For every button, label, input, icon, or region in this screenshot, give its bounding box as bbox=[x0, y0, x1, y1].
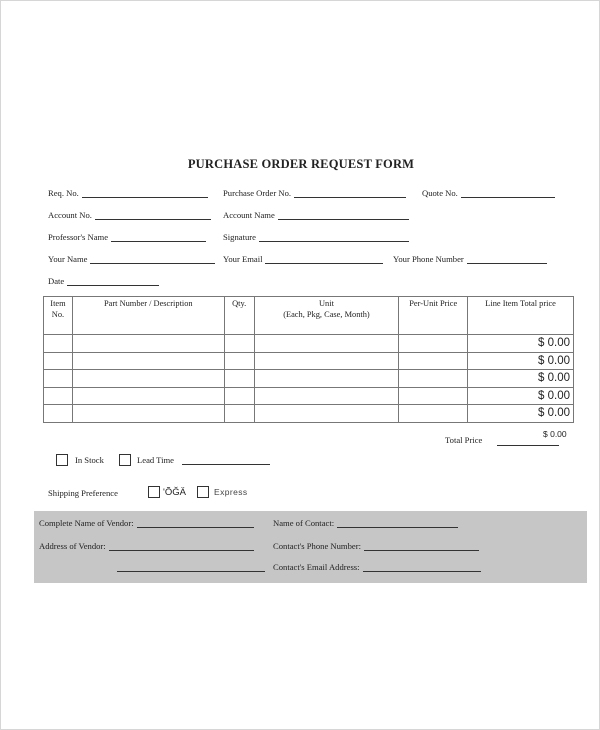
cell-unit[interactable] bbox=[254, 335, 399, 353]
account-name-field[interactable] bbox=[223, 210, 409, 222]
lead-time-label: Lead Time bbox=[137, 455, 175, 465]
total-price-label: Total Price bbox=[445, 435, 483, 445]
cell-part[interactable] bbox=[72, 352, 224, 370]
quote-no-label: Quote No. bbox=[422, 188, 458, 198]
your-email-field[interactable] bbox=[223, 254, 383, 266]
purchase-order-no-field[interactable] bbox=[223, 188, 406, 200]
cell-part[interactable] bbox=[72, 387, 224, 405]
header-per-unit-price: Per-Unit Price bbox=[399, 297, 468, 335]
purchase-order-no-line[interactable] bbox=[294, 188, 406, 198]
signature-line[interactable] bbox=[259, 232, 409, 242]
req-no-label: Req. No. bbox=[48, 188, 79, 198]
shipping-standard-checkbox[interactable] bbox=[148, 486, 160, 498]
your-email-label: Your Email bbox=[223, 254, 263, 264]
vendor-name-field[interactable] bbox=[39, 518, 254, 530]
cell-item-no[interactable] bbox=[44, 335, 73, 353]
shipping-express-label: Express bbox=[214, 487, 248, 497]
professors-name-field[interactable] bbox=[48, 232, 206, 244]
cell-per-unit-price[interactable] bbox=[399, 352, 468, 370]
cell-unit[interactable] bbox=[254, 405, 399, 423]
date-label: Date bbox=[48, 276, 65, 286]
in-stock-label: In Stock bbox=[75, 455, 104, 465]
header-unit-l2: (Each, Pkg, Case, Month) bbox=[283, 309, 370, 319]
account-no-line[interactable] bbox=[95, 210, 211, 220]
contact-phone-label: Contact's Phone Number: bbox=[273, 541, 361, 551]
in-stock-option[interactable] bbox=[56, 454, 104, 466]
lead-time-checkbox[interactable] bbox=[119, 454, 131, 466]
vendor-name-line[interactable] bbox=[137, 518, 254, 528]
cell-unit[interactable] bbox=[254, 387, 399, 405]
account-name-line[interactable] bbox=[278, 210, 409, 220]
your-phone-line[interactable] bbox=[467, 254, 547, 264]
header-unit-l1: Unit bbox=[319, 299, 334, 308]
header-unit bbox=[254, 297, 399, 335]
shipping-option-express[interactable] bbox=[197, 486, 248, 498]
cell-per-unit-price[interactable] bbox=[399, 387, 468, 405]
contact-email-field[interactable] bbox=[273, 562, 481, 574]
vendor-address-line2[interactable] bbox=[117, 562, 265, 572]
items-table bbox=[43, 296, 574, 423]
header-qty: Qty. bbox=[224, 297, 254, 335]
vendor-address-line2-field[interactable] bbox=[117, 562, 265, 574]
your-name-field[interactable] bbox=[48, 254, 215, 266]
your-name-line[interactable] bbox=[90, 254, 215, 264]
cell-per-unit-price[interactable] bbox=[399, 370, 468, 388]
table-row bbox=[44, 405, 574, 423]
cell-part[interactable] bbox=[72, 335, 224, 353]
vendor-address-label: Address of Vendor: bbox=[39, 541, 106, 551]
shipping-option-standard[interactable] bbox=[148, 486, 186, 498]
cell-unit[interactable] bbox=[254, 370, 399, 388]
professors-name-label: Professor's Name bbox=[48, 232, 109, 242]
total-price-value: $ 0.00 bbox=[543, 429, 567, 439]
table-row bbox=[44, 370, 574, 388]
total-price-line bbox=[497, 445, 559, 446]
cell-qty[interactable] bbox=[224, 335, 254, 353]
table-row bbox=[44, 387, 574, 405]
cell-line-total[interactable]: $ 0.00 bbox=[468, 352, 574, 370]
cell-unit[interactable] bbox=[254, 352, 399, 370]
table-row bbox=[44, 352, 574, 370]
cell-per-unit-price[interactable] bbox=[399, 335, 468, 353]
vendor-address-line[interactable] bbox=[109, 541, 254, 551]
shipping-express-checkbox[interactable] bbox=[197, 486, 209, 498]
quote-no-field[interactable] bbox=[422, 188, 555, 200]
header-item-no-l2: No. bbox=[51, 309, 65, 319]
your-phone-label: Your Phone Number bbox=[393, 254, 464, 264]
shipping-preference-label: Shipping Preference bbox=[48, 488, 118, 498]
account-no-label: Account No. bbox=[48, 210, 92, 220]
contact-email-label: Contact's Email Address: bbox=[273, 562, 360, 572]
form-title: PURCHASE ORDER REQUEST FORM bbox=[187, 157, 415, 171]
lead-time-option[interactable] bbox=[119, 454, 270, 466]
cell-item-no[interactable] bbox=[44, 370, 73, 388]
cell-part[interactable] bbox=[72, 405, 224, 423]
cell-line-total[interactable]: $ 0.00 bbox=[468, 335, 574, 353]
header-part-description: Part Number / Description bbox=[72, 297, 224, 335]
cell-line-total[interactable]: $ 0.00 bbox=[468, 405, 574, 423]
table-row bbox=[44, 335, 574, 353]
cell-qty[interactable] bbox=[224, 387, 254, 405]
cell-per-unit-price[interactable] bbox=[399, 405, 468, 423]
account-no-field[interactable] bbox=[48, 210, 211, 222]
account-name-label: Account Name bbox=[223, 210, 275, 220]
vendor-address-field[interactable] bbox=[39, 541, 254, 553]
table-header-row bbox=[44, 297, 574, 335]
contact-phone-field[interactable] bbox=[273, 541, 479, 553]
shipping-standard-label: 'ÕĞÄ bbox=[163, 486, 186, 498]
contact-name-line[interactable] bbox=[337, 518, 458, 528]
contact-phone-line[interactable] bbox=[364, 541, 479, 551]
date-line[interactable] bbox=[67, 276, 159, 286]
signature-field[interactable] bbox=[223, 232, 409, 244]
header-line-total: Line Item Total price bbox=[468, 297, 574, 335]
cell-line-total[interactable]: $ 0.00 bbox=[468, 387, 574, 405]
purchase-order-no-label: Purchase Order No. bbox=[223, 188, 292, 198]
cell-qty[interactable] bbox=[224, 370, 254, 388]
req-no-field[interactable] bbox=[48, 188, 208, 200]
signature-label: Signature bbox=[223, 232, 256, 242]
professors-name-line[interactable] bbox=[111, 232, 206, 242]
date-field[interactable] bbox=[48, 276, 159, 288]
your-name-label: Your Name bbox=[48, 254, 88, 264]
cell-item-no[interactable] bbox=[44, 387, 73, 405]
cell-qty[interactable] bbox=[224, 352, 254, 370]
req-no-line[interactable] bbox=[82, 188, 208, 198]
quote-no-line[interactable] bbox=[461, 188, 555, 198]
in-stock-checkbox[interactable] bbox=[56, 454, 68, 466]
cell-part[interactable] bbox=[72, 370, 224, 388]
cell-item-no[interactable] bbox=[44, 352, 73, 370]
contact-email-line[interactable] bbox=[363, 562, 481, 572]
header-item-no-l1: Item bbox=[50, 299, 66, 308]
cell-line-total[interactable]: $ 0.00 bbox=[468, 370, 574, 388]
vendor-name-label: Complete Name of Vendor: bbox=[39, 518, 134, 528]
contact-name-field[interactable] bbox=[273, 518, 458, 530]
cell-qty[interactable] bbox=[224, 405, 254, 423]
your-phone-field[interactable] bbox=[393, 254, 547, 266]
lead-time-line[interactable] bbox=[182, 455, 270, 465]
contact-name-label: Name of Contact: bbox=[273, 518, 335, 528]
your-email-line[interactable] bbox=[265, 254, 383, 264]
header-item-no bbox=[44, 297, 73, 335]
cell-item-no[interactable] bbox=[44, 405, 73, 423]
